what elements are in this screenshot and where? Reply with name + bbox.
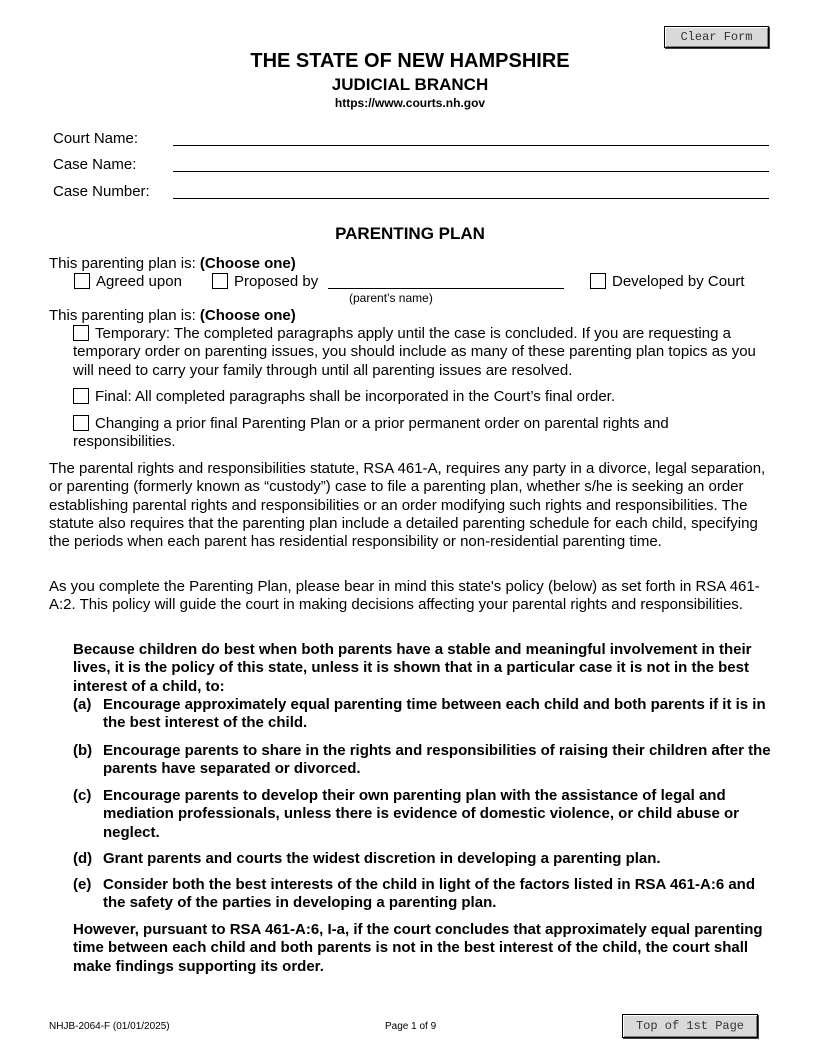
policy-item: (b) Encourage parents to share in the rights and responsibilities of raising their children after the parents have separated or divorced. — [73, 742, 771, 778]
form-title: PARENTING PLAN — [335, 224, 485, 243]
case-number-label: Case Number: — [53, 183, 150, 200]
policy-item: (c) Encourage parents to develop their own parenting plan with the assistance of legal and mediation professionals, unless there is evidence of domestic violence, or child abuse or neglect. — [73, 787, 740, 841]
clear-form-button[interactable]: Clear Form — [664, 26, 769, 48]
policy-item: (a) Encourage approximately equal parenting time between each child and both parents if it is in the best interest of the child. — [73, 696, 766, 732]
policy-item: (d) Grant parents and courts the widest discretion in developing a parenting plan. — [73, 850, 661, 867]
case-name-label: Case Name: — [53, 156, 137, 173]
branch-title: JUDICIAL BRANCH — [331, 75, 489, 94]
temporary-checkbox[interactable] — [73, 325, 89, 341]
court-url: https://www.courts.nh.gov — [334, 96, 486, 110]
final-checkbox[interactable] — [73, 388, 89, 404]
parent-name-caption: (parent’s name) — [349, 291, 433, 305]
policy-item: (e) Consider both the best interests of the child in light of the factors listed in RSA 461-A:6 and the safety of the parties in developing a parenting plan. — [73, 876, 756, 912]
case-name-input[interactable] — [173, 171, 769, 172]
top-of-page-button[interactable]: Top of 1st Page — [622, 1014, 758, 1038]
state-title: THE STATE OF NEW HAMPSHIRE — [250, 50, 570, 72]
developed-checkbox[interactable] — [590, 273, 606, 289]
policy-intro-paragraph: As you complete the Parenting Plan, please bear in mind this state's policy (below) as set forth in RSA 461-A:2. This policy will guide the court in making decisions affecting your parental rights and responsibilities. — [49, 578, 760, 614]
option-proposed[interactable]: Proposed by — [212, 273, 318, 291]
case-number-input[interactable] — [173, 198, 769, 199]
proposed-checkbox[interactable] — [212, 273, 228, 289]
parent-name-input[interactable] — [328, 288, 564, 289]
plan-type-prompt: This parenting plan is: (Choose one) — [49, 255, 296, 272]
court-name-input[interactable] — [173, 145, 769, 146]
option-agreed[interactable]: Agreed upon — [74, 273, 182, 291]
form-id: NHJB-2064-F (01/01/2025) — [49, 1021, 170, 1032]
option-temporary[interactable]: Temporary: The completed paragraphs apply until the case is concluded. If you are requesting a temporary order on parenting issues, you should include as many of these parenting plan topics as you will need to carry your family through until all parenting issues are resolved. — [73, 325, 756, 379]
court-name-label: Court Name: — [53, 130, 139, 147]
changing-checkbox[interactable] — [73, 415, 89, 431]
policy-closing: However, pursuant to RSA 461-A:6, I-a, if the court concludes that approximately equal parenting time between each child and both parents is not in the best interest of the child, the court shall make findings supporting its order. — [73, 921, 763, 975]
option-developed[interactable]: Developed by Court — [590, 273, 745, 291]
plan-duration-prompt: This parenting plan is: (Choose one) — [49, 307, 296, 324]
option-changing[interactable]: Changing a prior final Parenting Plan or a prior permanent order on parental rights and responsibilities. — [73, 415, 669, 451]
page-number: Page 1 of 9 — [385, 1021, 437, 1032]
statute-paragraph: The parental rights and responsibilities statute, RSA 461-A, requires any party in a divorce, legal separation, or parenting (formerly known as “custody”) case to file a parenting plan, whether s/he is seeking an order establishing parental rights and responsibilities or an order modifying such rights and responsibilities. The statute also requires that the parenting plan include a detailed parenting schedule for each child, specifying the periods when each parent has residential responsibility or non-residential parenting time. — [49, 460, 766, 551]
agreed-checkbox[interactable] — [74, 273, 90, 289]
option-final[interactable]: Final: All completed paragraphs shall be incorporated in the Court’s final order. — [73, 388, 773, 406]
policy-lead: Because children do best when both parents have a stable and meaningful involvement in their lives, it is the policy of this state, unless it is shown that in a particular case it is not in the best interest of a child, to: — [73, 641, 752, 695]
